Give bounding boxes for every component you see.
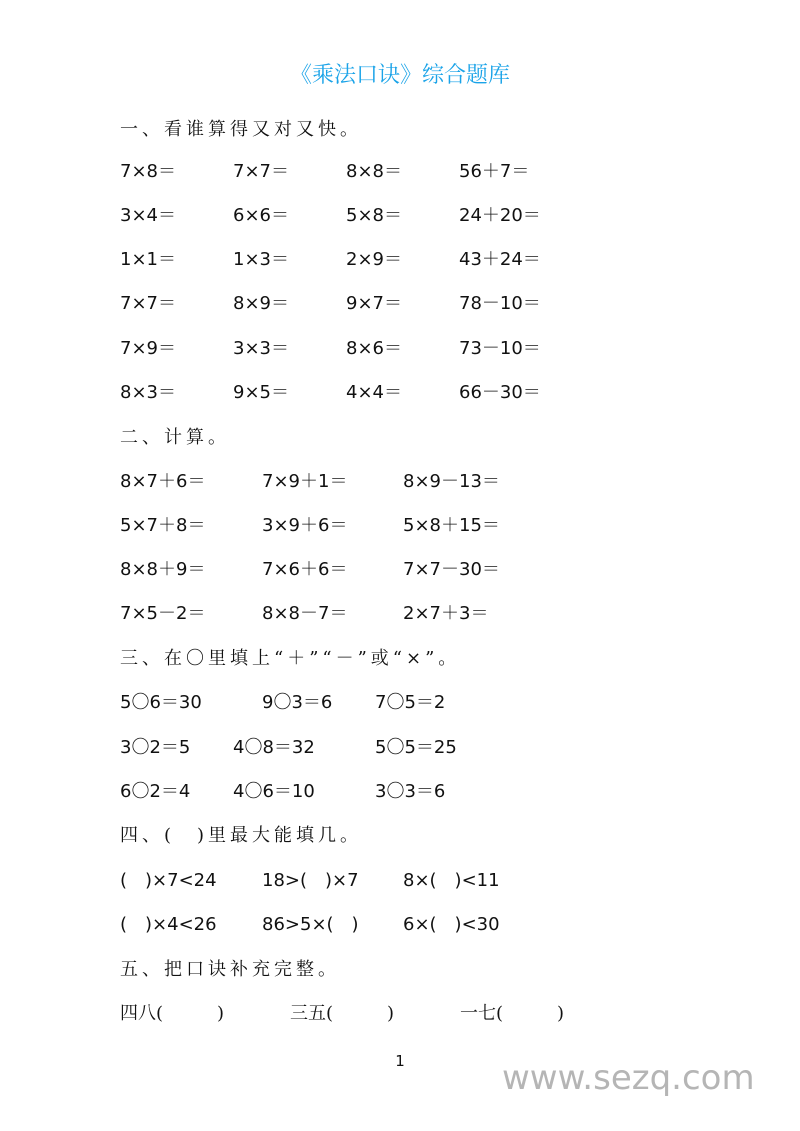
problem: 24＋20＝ bbox=[459, 205, 541, 226]
problem: 8×9＝ bbox=[233, 293, 289, 314]
problem: 8×9－13＝ bbox=[403, 471, 500, 492]
problem: 6×( )<30 bbox=[403, 914, 500, 935]
problem: 三五( ) bbox=[290, 1003, 395, 1024]
page-title: 《乘法口诀》综合题库 bbox=[289, 63, 510, 88]
problem-row bbox=[0, 511, 800, 541]
problem: 2×9＝ bbox=[346, 249, 402, 270]
watermark: www.sezq.com bbox=[502, 1058, 755, 1098]
problem: 56＋7＝ bbox=[459, 161, 530, 182]
problem-row bbox=[0, 688, 800, 718]
problem: 8×6＝ bbox=[346, 338, 402, 359]
problem-row bbox=[0, 245, 800, 275]
problem: 7×7＝ bbox=[120, 293, 176, 314]
problem: 7×9＝ bbox=[120, 338, 176, 359]
problem: 7〇5＝2 bbox=[375, 692, 446, 713]
problem: 9×7＝ bbox=[346, 293, 402, 314]
problem: 1×3＝ bbox=[233, 249, 289, 270]
problem: 8×( )<11 bbox=[403, 870, 500, 891]
problem: 7×8＝ bbox=[120, 161, 176, 182]
problem: 5〇6＝30 bbox=[120, 692, 202, 713]
problem: 9〇3＝6 bbox=[262, 692, 333, 713]
problem: 8×7＋6＝ bbox=[120, 471, 206, 492]
problem-row bbox=[0, 467, 800, 497]
problem: 4〇6＝10 bbox=[233, 781, 315, 802]
page-number: 1 bbox=[395, 1052, 405, 1070]
section-heading: 二、计算。 bbox=[120, 427, 230, 448]
section-heading: 三、在〇里填上“＋”“－”或“×”。 bbox=[120, 648, 461, 669]
problem: 18>( )×7 bbox=[262, 870, 359, 891]
problem: 4×4＝ bbox=[346, 382, 402, 403]
problem: 43＋24＝ bbox=[459, 249, 541, 270]
problem: 5×8＝ bbox=[346, 205, 402, 226]
problem: 3×3＝ bbox=[233, 338, 289, 359]
problem: 5×8＋15＝ bbox=[403, 515, 500, 536]
problem-row bbox=[0, 157, 800, 187]
problem-row bbox=[0, 289, 800, 319]
problem-row bbox=[0, 201, 800, 231]
problem: 7×7＝ bbox=[233, 161, 289, 182]
problem-row bbox=[0, 555, 800, 585]
section-heading: 四、( )里最大能填几。 bbox=[120, 825, 363, 846]
problem-row bbox=[0, 910, 800, 940]
problem: 2×7＋3＝ bbox=[403, 603, 489, 624]
problem: 86>5×( ) bbox=[262, 914, 359, 935]
problem: 73－10＝ bbox=[459, 338, 541, 359]
problem-row bbox=[0, 733, 800, 763]
problem: ( )×7<24 bbox=[120, 870, 217, 891]
problem: 7×9＋1＝ bbox=[262, 471, 348, 492]
problem-row bbox=[0, 866, 800, 896]
problem: 8×8－7＝ bbox=[262, 603, 348, 624]
section-heading: 一、看谁算得又对又快。 bbox=[120, 119, 362, 140]
problem: 四八( ) bbox=[120, 1003, 225, 1024]
problem-row bbox=[0, 777, 800, 807]
problem: 5×7＋8＝ bbox=[120, 515, 206, 536]
problem: 3〇2＝5 bbox=[120, 737, 191, 758]
problem: 8×8＝ bbox=[346, 161, 402, 182]
problem: 8×3＝ bbox=[120, 382, 176, 403]
problem: 6×6＝ bbox=[233, 205, 289, 226]
problem-row bbox=[0, 334, 800, 364]
problem: 4〇8＝32 bbox=[233, 737, 315, 758]
problem: 9×5＝ bbox=[233, 382, 289, 403]
problem: 3×4＝ bbox=[120, 205, 176, 226]
problem-row bbox=[0, 999, 800, 1029]
problem: 3×9＋6＝ bbox=[262, 515, 348, 536]
problem: 78－10＝ bbox=[459, 293, 541, 314]
problem: 7×6＋6＝ bbox=[262, 559, 348, 580]
problem: 5〇5＝25 bbox=[375, 737, 457, 758]
section-heading: 五、把口诀补充完整。 bbox=[120, 959, 340, 980]
problem: ( )×4<26 bbox=[120, 914, 217, 935]
problem-row bbox=[0, 599, 800, 629]
problem: 1×1＝ bbox=[120, 249, 176, 270]
problem: 7×7－30＝ bbox=[403, 559, 500, 580]
problem-row bbox=[0, 378, 800, 408]
problem: 7×5－2＝ bbox=[120, 603, 206, 624]
problem: 66－30＝ bbox=[459, 382, 541, 403]
problem: 6〇2＝4 bbox=[120, 781, 191, 802]
problem: 8×8＋9＝ bbox=[120, 559, 206, 580]
problem: 3〇3＝6 bbox=[375, 781, 446, 802]
problem: 一七( ) bbox=[460, 1003, 565, 1024]
